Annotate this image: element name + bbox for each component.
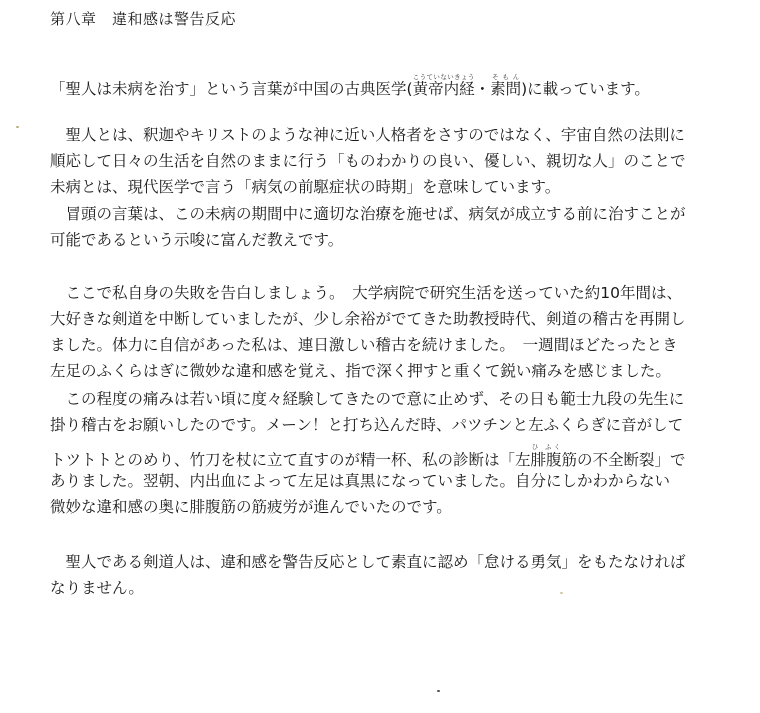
paragraph-2-line-3: 未病とは、現代医学で言う「病気の前駆症状の時期」を意味しています。 (50, 178, 561, 196)
scan-speck (437, 690, 440, 692)
ruby-somon (490, 73, 522, 98)
p1-text-before: 「聖人は未病を治す」という言葉が中国の古典医学( (50, 80, 413, 98)
scan-speck (16, 126, 19, 128)
paragraph-5-line-3 (50, 443, 686, 470)
paragraph-4-line-4: 左足のふくらはぎに微妙な違和感を覚え、指で深く押すと重くて鋭い痛みを感じました。 (50, 362, 671, 380)
paragraph-6-line-1: 聖人である剣道人は、違和感を警告反応として素直に認め「怠ける勇気」をもたなければ (50, 553, 686, 571)
paragraph-4-line-1: ここで私自身の失敗を告白しましょう。 大学病院で研究生活を送っていた約10年間は、 (50, 284, 682, 302)
ruby-hifuku (530, 443, 562, 469)
paragraph-4-line-3: ました。体力に自信があった私は、連日激しい稽古を続けました。 一週間ほどたったとき (50, 336, 678, 354)
paragraph-2-line-2: 順応して日々の生活を自然のままに行う「ものわかりの良い、優しい、親切な人」のことで (50, 152, 686, 170)
paragraph-4-line-2: 大好きな剣道を中断していましたが、少し余裕がでてきた助教授時代、剣道の稽古を再開し (50, 310, 686, 328)
paragraph-5-line-2: 掛り稽古をお願いしたのです。メーン！と打ち込んだ時、パツチンと左ふくらぎに音がして (50, 416, 684, 434)
ruby-reading-hifuku: ひ ふく (530, 443, 562, 451)
ruby-base-2: 素問 (490, 80, 522, 98)
ruby-base-hifuku: 腓腹 (530, 451, 562, 469)
paragraph-6-line-2: なりません。 (50, 579, 144, 597)
ruby-reading-2: そもん (490, 73, 522, 81)
paragraph-3-line-2: 可能であるという示唆に富んだ教えです。 (50, 231, 344, 249)
paragraph-2-line-1: 聖人とは、釈迦やキリストのような神に近い人格者をさすのではなく、宇宙自然の法則に (50, 126, 685, 144)
paragraph-1-line (50, 73, 650, 99)
ruby-base-1: 黄帝内経 (412, 80, 475, 98)
chapter-title: 第八章 違和感は警告反応 (50, 10, 237, 28)
p5-line3-after: 筋の不全断裂」で (561, 451, 686, 469)
p1-dot: ・ (474, 80, 491, 98)
ruby-koutei-naikyou (412, 73, 475, 98)
paragraph-3-line-1: 冒頭の言葉は、この未病の期間中に適切な治療を施せば、病気が成立する前に治すことが (50, 205, 686, 223)
paragraph-5-line-1: この程度の痛みは若い頃に度々経験してきたので意に止めず、その日も範士九段の先生に (50, 390, 685, 408)
p5-line3-before: トツトトとのめり、竹刀を杖に立て直すのが精一杯、私の診断は「左 (50, 451, 531, 469)
ruby-reading-1: こうていないきょう (412, 73, 475, 81)
p1-text-after: )に載っています。 (521, 80, 650, 98)
paragraph-5-line-5: 微妙な違和感の奥に腓腹筋の筋疲労が進んでいたのです。 (50, 498, 452, 516)
scan-speck (560, 592, 563, 594)
paragraph-5-line-4: ありました。翌朝、内出血によって左足は真黒になっていました。自分にしかわからない (50, 472, 671, 490)
